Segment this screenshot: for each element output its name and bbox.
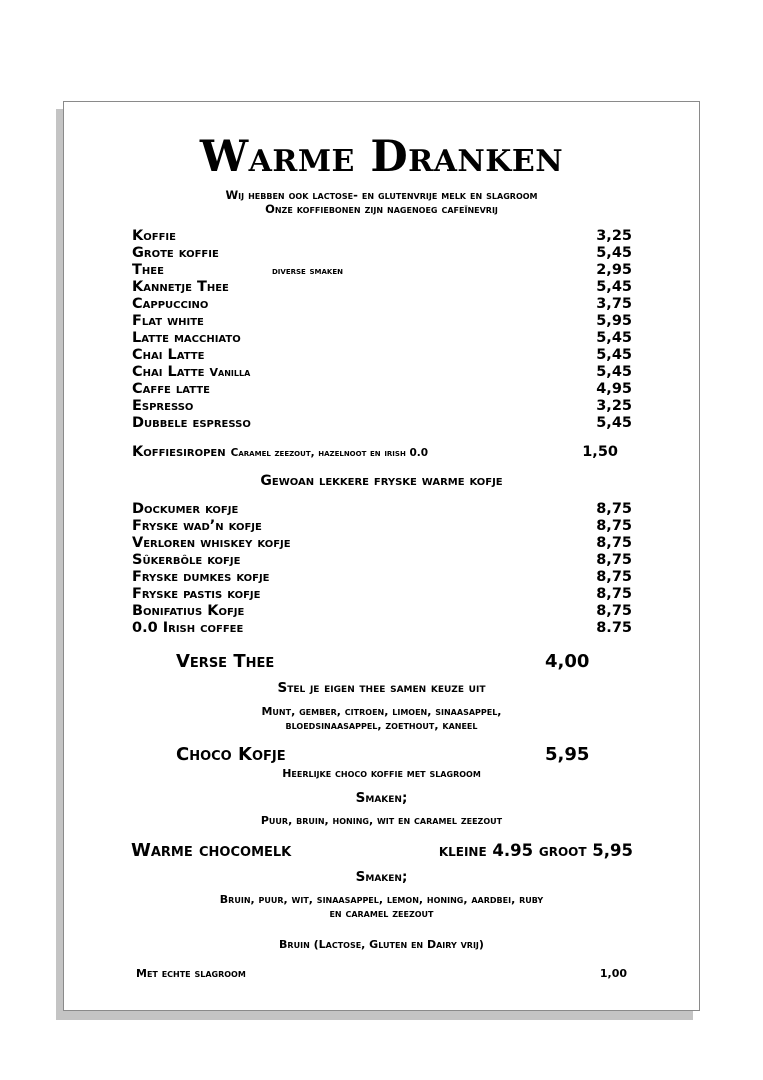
- verse-thee-price: 4,00: [545, 651, 590, 672]
- menu-item: Fryske dumkes kofje 8,75: [132, 569, 632, 585]
- menu-item: Verloren whiskey kofje 8,75: [132, 535, 632, 551]
- chocomelk-smaken-1: Bruin, puur, wit, sinaasappel, lemon, honing, aardbei, ruby: [219, 893, 544, 906]
- chocomelk-smaken-2: en caramel zeezout: [329, 907, 434, 920]
- menu-item: Espresso 3,25: [132, 398, 632, 414]
- choco-kofje-title: Choco Kofje: [176, 744, 286, 765]
- verse-thee-title: Verse Thee: [176, 651, 275, 672]
- subtitle-cafeine: Onze koffiebonen zijn nagenoeg cafeïnevrij: [265, 202, 498, 216]
- menu-item: Cappuccino 3,75: [132, 296, 632, 312]
- menu-item: Fryske wad’n kofje 8,75: [132, 518, 632, 534]
- menu-item: Caffe latte 4,95: [132, 381, 632, 397]
- menu-item: Dubbele espresso 5,45: [132, 415, 632, 431]
- verse-thee-options-1: Munt, gember, citroen, limoen, sinaasappel,: [261, 705, 502, 718]
- choco-kofje-smaken: Puur, bruin, honing, wit en caramel zeezout: [260, 814, 503, 827]
- menu-item: Kannetje Thee 5,45: [132, 279, 632, 295]
- slagroom-price: 1,00: [599, 967, 627, 980]
- item-note: Vanilla: [209, 366, 251, 379]
- menu-item: Latte macchiato 5,45: [132, 330, 632, 346]
- choco-kofje-desc: Heerlijke choco koffie met slagroom: [282, 767, 481, 780]
- menu-item: 0.0 Irish coffee 8.75: [132, 620, 632, 636]
- menu-item: Flat white 5,95: [132, 313, 632, 329]
- verse-thee-line: Stel je eigen thee samen keuze uit: [277, 680, 486, 696]
- menu-item: Thee diverse smaken 2,95: [132, 262, 632, 278]
- chocomelk-sizes: kleine 4.95 groot 5,95: [438, 841, 633, 860]
- choco-kofje-smaken-label: Smaken;: [355, 790, 408, 806]
- menu-item: Chai Latte 5,45: [132, 347, 632, 363]
- special-heading: Gewoan lekkere fryske warme kofje: [260, 473, 503, 489]
- menu-item: Fryske pastis kofje 8,75: [132, 586, 632, 602]
- chocomelk-title: Warme chocomelk: [131, 840, 292, 861]
- subtitle-lactose: Wij hebben ook lactose- en glutenvrije melk en slagroom: [225, 188, 538, 202]
- menu-item: Chai Latte Vanilla 5,45: [132, 364, 632, 380]
- chocomelk-smaken-label: Smaken;: [355, 869, 408, 885]
- chocomelk-vegan: Bruin (Lactose, Gluten en Dairy vrij): [279, 938, 484, 951]
- choco-kofje-price: 5,95: [545, 744, 590, 765]
- item-note: Caramel zeezout, hazelnoot en irish 0.0: [230, 447, 429, 459]
- menu-item: Dockumer kofje 8,75: [132, 501, 632, 517]
- menu-page: [63, 101, 700, 1011]
- menu-item: Bonifatius Kofje 8,75: [132, 603, 632, 619]
- slagroom-label: Met echte slagroom: [136, 967, 246, 980]
- menu-item: Sûkerbôle kofje 8,75: [132, 552, 632, 568]
- menu-item: Grote koffie 5,45: [132, 245, 632, 261]
- verse-thee-options-2: bloedsinaasappel, zoethout, kaneel: [285, 719, 478, 732]
- menu-item: Koffie 3,25: [132, 228, 632, 244]
- syrups-item: Koffiesiropen Caramel zeezout, hazelnoot en irish 0.0 1,50: [132, 444, 618, 460]
- item-note: diverse smaken: [272, 265, 343, 277]
- page-title: Warme Dranken: [199, 132, 564, 182]
